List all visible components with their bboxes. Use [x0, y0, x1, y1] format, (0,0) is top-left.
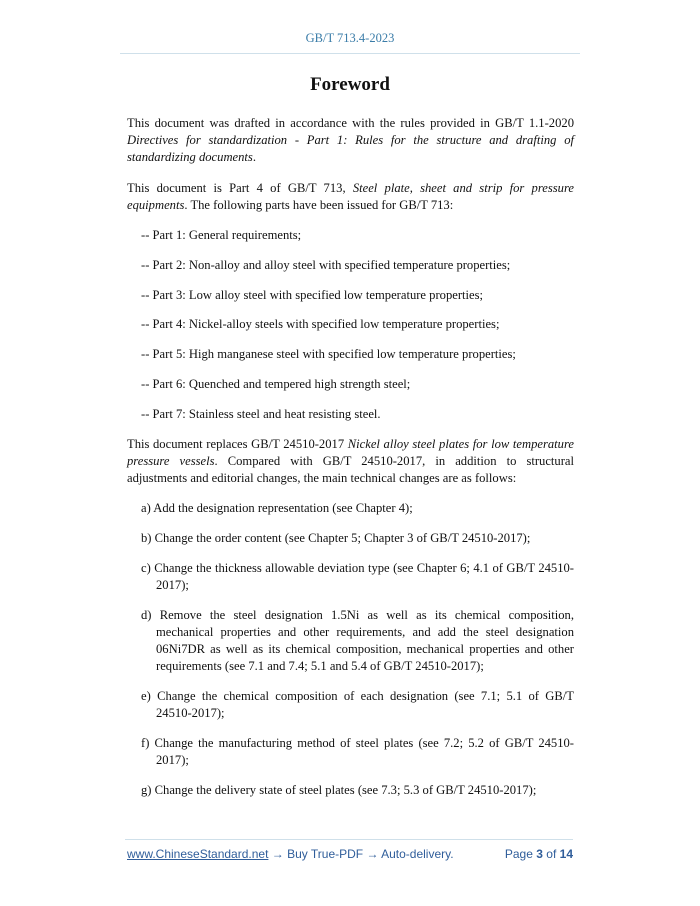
text-segment: . Compared with GB/T 24510-2017, in addition to structural adjustments and editorial changes, the main technical changes are as follows: — [127, 453, 574, 485]
list-item: -- Part 4: Nickel-alloy steels with specified low temperature properties; — [141, 317, 500, 332]
list-item: -- Part 7: Stainless steel and heat resisting steel. — [141, 406, 381, 421]
list-item: -- Part 5: High manganese steel with specified low temperature properties; — [141, 347, 516, 362]
footer — [127, 847, 573, 861]
list-item: c) Change the thickness allowable deviation type (see Chapter 6; 4.1 of GB/T 24510-2017); — [141, 560, 574, 592]
page-indicator — [505, 847, 573, 861]
paragraph-replaces — [127, 436, 574, 488]
italic-title: Nickel alloy steel plates for low temperature pressure vessels — [127, 436, 574, 468]
list-item: -- Part 3: Low alloy steel with specified low temperature properties; — [141, 287, 484, 302]
list-item: g) Change the delivery state of steel plates (see 7.3; 5.3 of GB/T 24510-2017); — [141, 783, 537, 798]
current-page: 3 — [536, 847, 543, 861]
list-item: a) Add the designation representation (see Chapter 4); — [141, 501, 413, 516]
document-body — [127, 115, 574, 812]
text-segment: This document is Part 4 of GB/T 713, — [127, 180, 353, 195]
website-link[interactable]: www.ChineseStandard.net — [127, 847, 269, 861]
list-item: -- Part 6: Quenched and tempered high strength steel; — [141, 377, 411, 391]
document-id-header: GB/T 713.4-2023 — [305, 31, 395, 45]
total-pages: 14 — [559, 847, 573, 861]
text-segment: This document was drafted in accordance with the rules provided in GB/T 1.1-2020 — [127, 116, 574, 130]
text-segment: . — [252, 150, 256, 165]
header-divider — [120, 53, 580, 54]
italic-title: Directives for standardization - Part 1: Rules for the structure and drafting of standardizing documents — [127, 133, 574, 165]
list-item: -- Part 1: General requirements; — [141, 228, 302, 243]
promo-text: → Buy True-PDF → Auto-delivery. — [268, 847, 454, 861]
list-item: f) Change the manufacturing method of steel plates (see 7.2; 5.2 of GB/T 24510-2017); — [141, 736, 574, 768]
text-segment: . The following parts have been issued for GB/T 713: — [184, 197, 454, 212]
list-item: d) Remove the steel designation 1.5Ni as well as its chemical composition, mechanical properties and other requirements, and add the steel designation 06Ni7DR as well as its chemical composition, mechanical properties and other requirements (see 7.1 and 7.4; 5.1 and 5.4 of GB/T 24510-2017); — [141, 607, 574, 674]
list-item: -- Part 2: Non-alloy and alloy steel with specified temperature properties; — [141, 257, 511, 272]
footer-divider — [125, 839, 573, 840]
footer-promo — [127, 847, 454, 861]
changes-list — [127, 500, 574, 799]
paragraph-drafting — [127, 115, 574, 167]
text-segment: This document replaces GB/T 24510-2017 — [127, 436, 348, 451]
parts-list — [127, 227, 574, 423]
of-label: of — [546, 847, 557, 861]
italic-title: Steel plate, sheet and strip for pressure equipments — [127, 180, 574, 212]
paragraph-part-info — [127, 180, 574, 214]
list-item: e) Change the chemical composition of each designation (see 7.1; 5.1 of GB/T 24510-2017); — [141, 689, 574, 721]
list-item: b) Change the order content (see Chapter 5; Chapter 3 of GB/T 24510-2017); — [141, 531, 531, 545]
page-label: Page — [504, 847, 533, 861]
page-title: Foreword — [310, 74, 390, 95]
